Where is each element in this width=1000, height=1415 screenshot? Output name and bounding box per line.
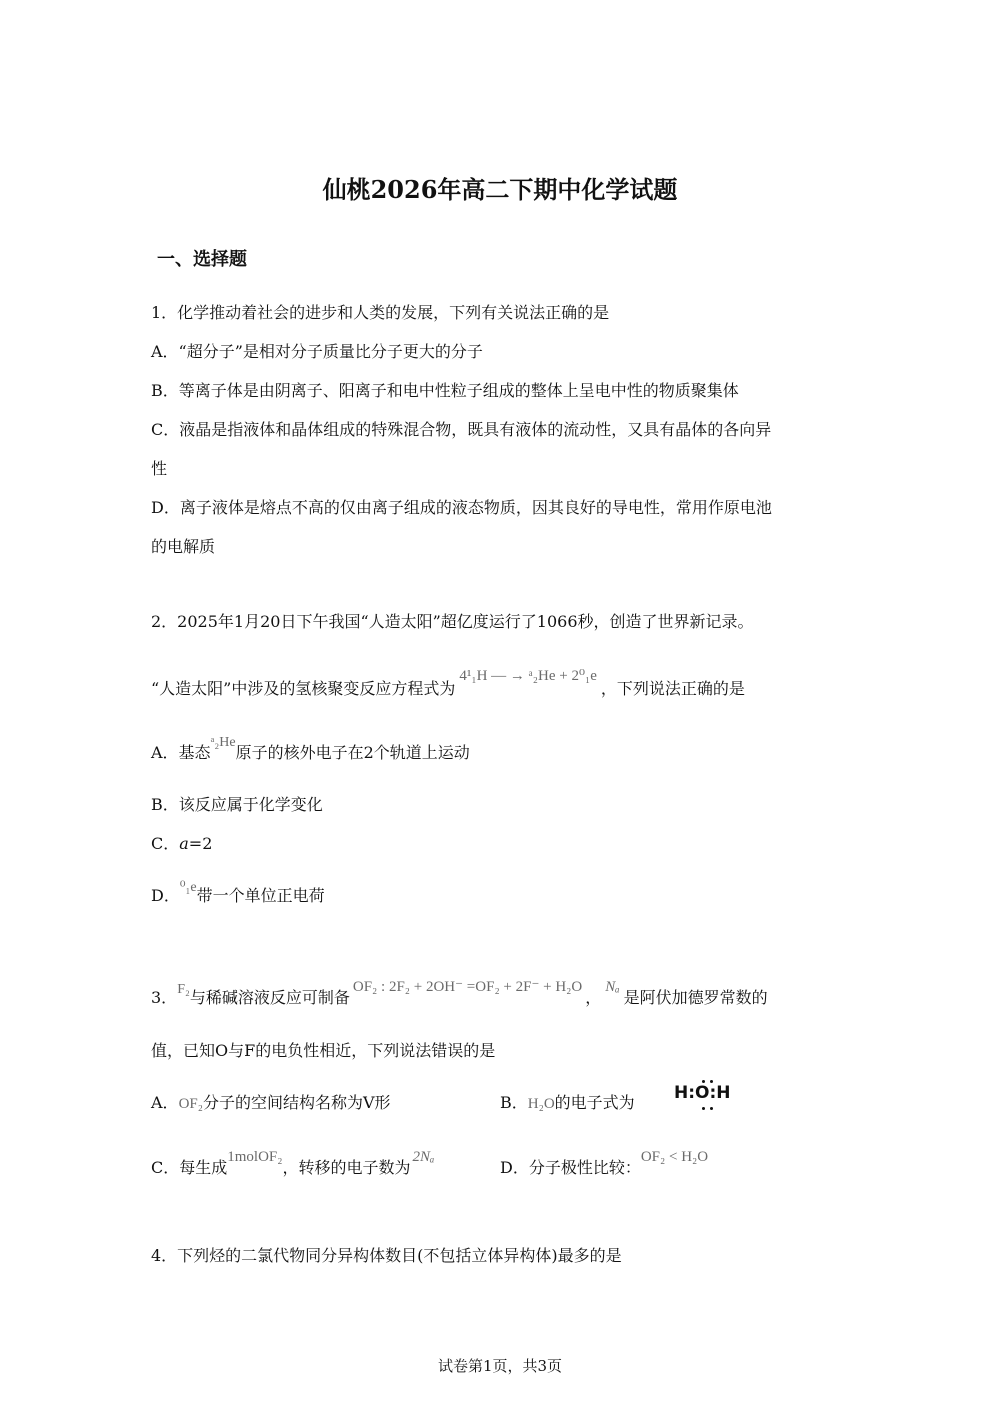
positron-symbol: ⁰₁e — [179, 880, 197, 895]
f2-symbol: F₂ — [177, 982, 190, 997]
helium-symbol: ᵃ₂He — [210, 735, 236, 750]
polarity-comparison: OF₂ < H₂O — [640, 1149, 709, 1165]
q2-option-b: B．该反应属于化学变化 — [151, 795, 323, 814]
q2-option-c: C．a=2 — [151, 834, 213, 853]
q3-option-d: D．分子极性比较：OF₂ < H₂O — [500, 1149, 709, 1177]
q2-option-a: A．基态ᵃ₂He原子的核外电子在2个轨道上运动 — [151, 735, 470, 762]
q2-stem: 2．2025年1月20日下午我国“人造太阳”超亿度运行了1066秒，创造了世界新记录。 — [151, 612, 754, 631]
q3-option-c: C．每生成1molOF₂，转移的电子数为2Nₐ — [151, 1149, 435, 1177]
q1-option-b: B．等离子体是由阴离子、阳离子和电中性粒子组成的整体上呈电中性的物质聚集体 — [151, 381, 739, 400]
avogadro-symbol: Nₐ — [605, 979, 620, 995]
q1-stem: 1．化学推动着社会的进步和人类的发展，下列有关说法正确的是 — [151, 303, 610, 322]
page-footer: 试卷第1页，共3页 — [437, 1357, 563, 1375]
reaction-equation: OF₂ : 2F₂ + 2OH⁻ =OF₂ + 2F⁻ + H₂O — [352, 979, 583, 995]
two-na-symbol: 2Nₐ — [412, 1149, 435, 1165]
q3-option-a: A．OF₂分子的空间结构名称为V形 — [151, 1093, 391, 1112]
h2o-symbol: H₂O — [527, 1096, 555, 1112]
q1-option-c-cont: 性 — [151, 459, 168, 478]
q3-option-b: B．H₂O的电子式为 — [500, 1093, 635, 1112]
q2-stem-line2: “人造太阳”中涉及的氢核聚变反应方程式为4¹₁H — → ᵃ₂He + 2⁰₁e，下列说法正确的是 — [151, 668, 745, 698]
q1-option-c: C．液晶是指液体和晶体组成的特殊混合物，既具有液体的流动性，又具有晶体的各向异 — [151, 420, 772, 439]
q3-stem: 3．F₂与稀碱溶液反应可制备OF₂ : 2F₂ + 2OH⁻ =OF₂ + 2F⁻ + H₂O，Nₐ是阿伏加德罗常数的 — [151, 979, 768, 1007]
q1-option-a: A．“超分子”是相对分子质量比分子更大的分子 — [151, 342, 483, 361]
q2-option-d: D．⁰₁e带一个单位正电荷 — [151, 880, 325, 905]
fusion-equation: 4¹₁H — → ᵃ₂He + 2⁰₁e — [459, 668, 597, 684]
q1-option-d-cont: 的电解质 — [151, 537, 216, 556]
page-title: 仙桃2026年高二下期中化学试题 — [322, 175, 678, 204]
q3-stem-line2: 值，已知O与F的电负性相近，下列说法错误的是 — [151, 1041, 496, 1060]
section-heading: 一、选择题 — [157, 249, 247, 270]
water-lewis-structure: H:O:H — [672, 1080, 738, 1112]
q4-stem: 4．下列烃的二氯代物同分异构体数目(不包括立体异构体)最多的是 — [151, 1246, 622, 1265]
q1-option-d: D．离子液体是熔点不高的仅由离子组成的液态物质，因其良好的导电性，常用作原电池 — [151, 498, 772, 517]
of2-symbol: OF₂ — [178, 1096, 203, 1112]
mol-of2-symbol: 1molOF₂ — [227, 1149, 283, 1165]
